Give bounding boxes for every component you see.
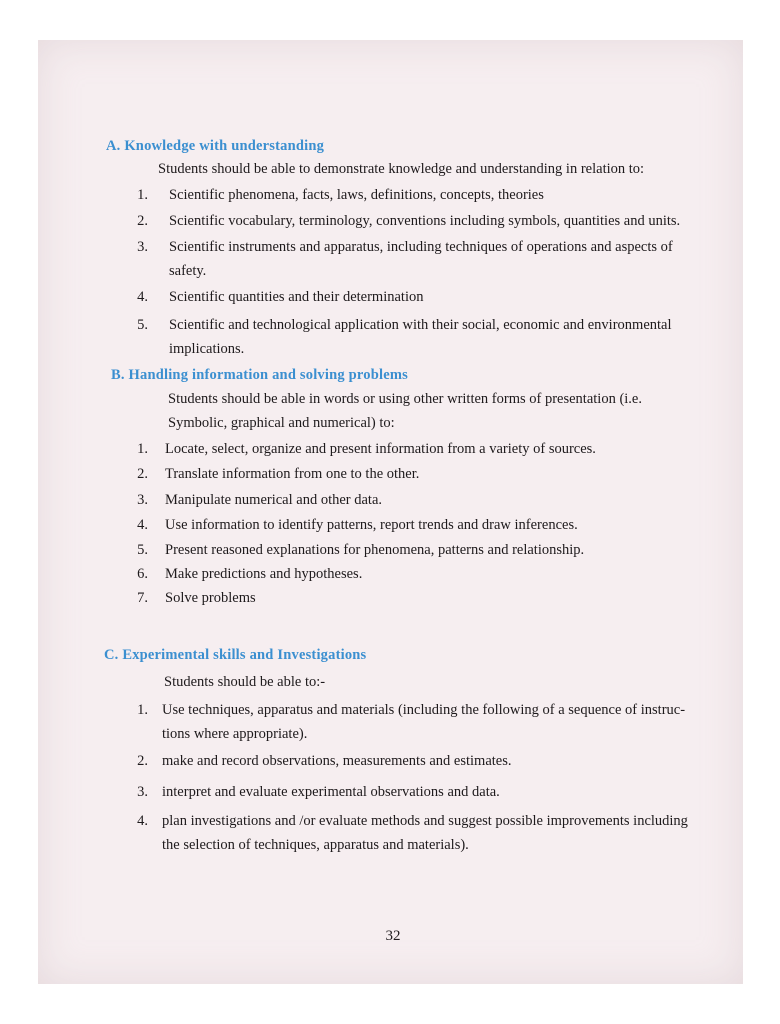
list-text: Present reasoned explanations for phenomena, patterns and relationship. — [165, 542, 585, 558]
list-number: 5. — [137, 317, 148, 333]
list-text: Translate information from one to the other. — [165, 466, 420, 482]
list-number: 1. — [137, 441, 148, 457]
list-text: Scientific quantities and their determination — [169, 289, 424, 305]
list-text: make and record observations, measurements and estimates. — [162, 753, 512, 769]
list-number: 3. — [137, 239, 148, 255]
list-text: Locate, select, organize and present information from a variety of sources. — [165, 441, 596, 457]
list-text: Make predictions and hypotheses. — [165, 566, 363, 582]
section-intro: Students should be able to demonstrate knowledge and understanding in relation to: — [158, 161, 645, 177]
section-intro: Students should be able to:- — [164, 674, 326, 690]
list-text: plan investigations and /or evaluate methods and suggest possible improvements including the selection of techniques, apparatus and materials). — [162, 813, 688, 853]
section-heading: A. Knowledge with understanding — [106, 138, 325, 154]
list-text: interpret and evaluate experimental observations and data. — [162, 784, 500, 800]
list-text: Solve problems — [165, 590, 256, 606]
list-number: 4. — [137, 289, 148, 305]
list-number: 2. — [137, 753, 148, 769]
list-number: 3. — [137, 784, 148, 800]
page-number: 32 — [385, 928, 401, 944]
list-number: 2. — [137, 213, 148, 229]
list-text: Use information to identify patterns, report trends and draw inferences. — [165, 517, 578, 533]
list-number: 6. — [137, 566, 148, 582]
document-page — [38, 40, 743, 984]
list-number: 1. — [137, 187, 148, 203]
list-number: 2. — [137, 466, 148, 482]
section-heading: C. Experimental skills and Investigations — [104, 647, 367, 663]
section-heading: B. Handling information and solving problems — [111, 367, 408, 383]
list-text: Use techniques, apparatus and materials (including the following of a sequence of instruc- tions where appropriate). — [162, 702, 686, 742]
section-intro: Students should be able in words or using other written forms of presentation (i.e. Symbolic, graphical and numerical) to: — [168, 391, 642, 431]
list-number: 4. — [137, 517, 148, 533]
list-text: Scientific phenomena, facts, laws, definitions, concepts, theories — [169, 187, 544, 203]
list-number: 3. — [137, 492, 148, 508]
list-number: 1. — [137, 702, 148, 718]
list-number: 7. — [137, 590, 148, 606]
list-text: Manipulate numerical and other data. — [165, 492, 383, 508]
list-text: Scientific and technological application with their social, economic and environmental implications. — [169, 317, 672, 357]
list-text: Scientific vocabulary, terminology, conventions including symbols, quantities and units. — [169, 213, 681, 229]
list-text: Scientific instruments and apparatus, including techniques of operations and aspects of safety. — [169, 239, 673, 279]
list-number: 5. — [137, 542, 148, 558]
list-number: 4. — [137, 813, 148, 829]
